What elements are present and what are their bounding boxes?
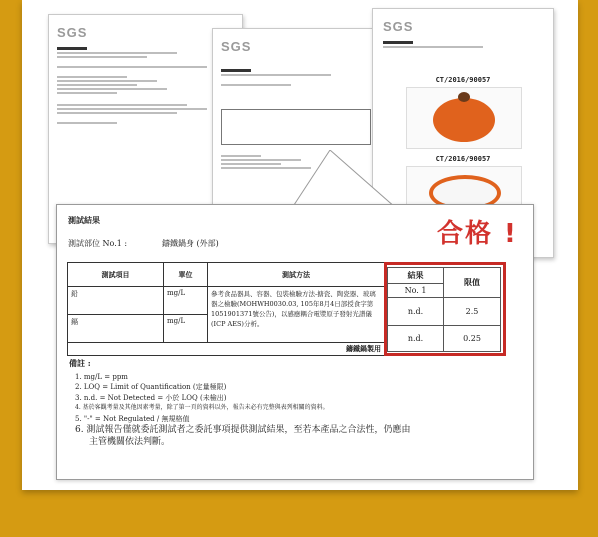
sgs-logo: SGS	[221, 39, 252, 54]
pass-stamp: 合格 !	[437, 219, 518, 249]
sgs-logo: SGS	[57, 25, 88, 40]
sgs-logo: SGS	[383, 19, 414, 34]
orange-pot-icon	[433, 98, 495, 142]
col-header-result: 結果	[388, 268, 444, 284]
col-header-limit: 限值	[444, 268, 501, 298]
pot-lid-knob-icon	[458, 92, 470, 102]
page-3-lines	[383, 39, 548, 50]
note-item: 3. n.d. = Not Detected = 小於 LOQ (未檢出)	[75, 393, 227, 402]
note-item: 2. LOQ = Limit of Quantification (定量極限)	[75, 383, 227, 391]
limit-value: 0.25	[444, 326, 501, 352]
test-part-label: 測試部位 No.1 :	[68, 239, 128, 248]
table-row	[68, 287, 385, 315]
page-1-lines	[57, 45, 227, 126]
test-result-callout	[56, 204, 534, 480]
photo-label-top: CT/2016/90057	[435, 76, 491, 84]
row-item: 鉛	[68, 287, 164, 315]
notes-title: 備註 :	[69, 358, 91, 368]
row-unit: mg/L	[164, 287, 208, 315]
highlight-box	[384, 262, 506, 356]
note-item: 5. "-" = Not Regulated / 無規格值	[75, 414, 190, 423]
col-header-result-sub: No. 1	[388, 284, 444, 298]
page-2-table	[221, 109, 371, 145]
note-item-legal-cont: 主管機關依法判斷。	[89, 437, 171, 447]
row-item: 鎘	[68, 315, 164, 343]
note-item: 1. mg/L = ppm	[75, 372, 128, 381]
test-part-value: 鑄鐵鍋身 (外部)	[162, 239, 219, 248]
col-header-unit: 單位	[164, 263, 208, 287]
result-title: 測試結果	[68, 215, 100, 225]
note-item: 4. 基於客觀考量及其他因素考量，除了第一頁的資料以外，報告未必有完整與表列相關的資料。	[75, 404, 329, 411]
row-unit: mg/L	[164, 315, 208, 343]
table-footer-note: 鑄鐵鍋製用	[68, 343, 385, 356]
note-item-legal: 6. 測試報告僅就委託測試者之委託事項提供測試結果，至若本產品之合法性，仍應由	[75, 425, 411, 435]
result-value: n.d.	[388, 326, 444, 352]
limit-value: 2.5	[444, 298, 501, 326]
col-header-method: 測試方法	[208, 263, 385, 287]
product-photo-top	[406, 87, 522, 149]
result-value: n.d.	[388, 298, 444, 326]
zoom-pointer	[290, 150, 400, 210]
col-header-item: 測試項目	[68, 263, 164, 287]
notes-section	[69, 358, 410, 448]
row-method: 參考食品器具、容器、包裝檢驗方法-搪瓷、陶瓷器、玻璃器之檢驗(MOHWH0030.03, 105年8月4日部授食字第1051901371號公告)，以感應耦合電漿原子發射光譜儀(ICP AES)分析。	[208, 287, 385, 343]
photo-label-bottom: CT/2016/90057	[435, 155, 491, 163]
result-table	[67, 262, 385, 356]
page-2-lines	[221, 67, 371, 88]
